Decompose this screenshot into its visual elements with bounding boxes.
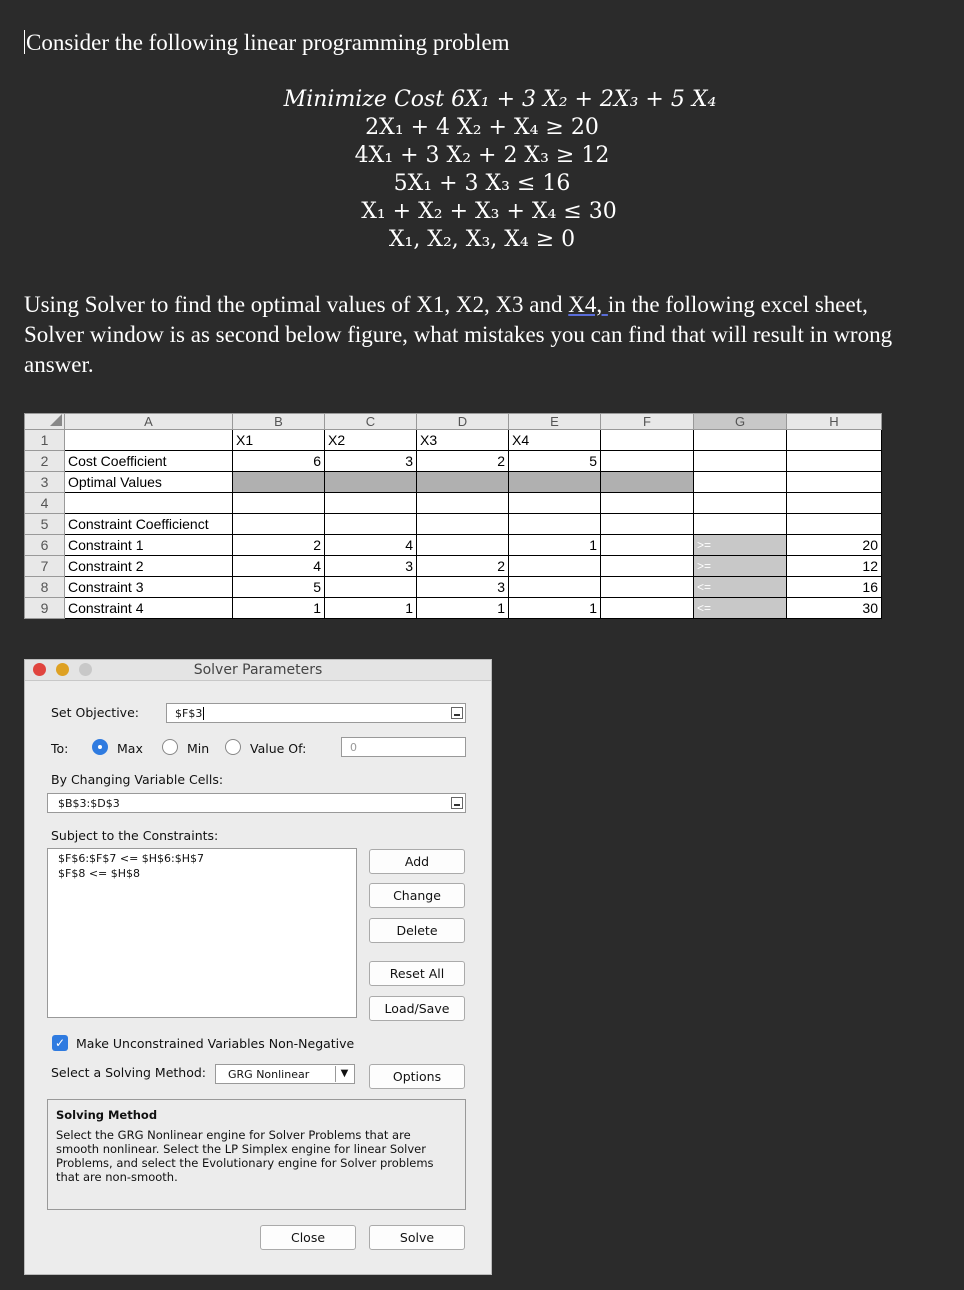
cell-f7[interactable] <box>601 556 694 577</box>
cell-a6[interactable]: Constraint 1 <box>65 535 233 556</box>
delete-button[interactable]: Delete <box>369 918 465 943</box>
info-title: Solving Method <box>56 1108 158 1122</box>
col-header-g[interactable]: G <box>694 414 787 430</box>
cell-h6[interactable]: 20 <box>787 535 882 556</box>
sheet-row <box>25 577 882 598</box>
cell-g2[interactable] <box>694 451 787 472</box>
to-label: To: <box>51 741 69 756</box>
constraint-1: 2X₁ + 4 X₂ + X₄ ≥ 20 <box>365 115 599 140</box>
cell-c8[interactable] <box>325 577 417 598</box>
col-header-c[interactable]: C <box>325 414 417 430</box>
prompt-text: Using Solver to find the optimal values of X1, X2, X3 and <box>24 292 569 317</box>
constraints-label: Subject to the Constraints: <box>51 828 219 843</box>
cell-h8[interactable]: 16 <box>787 577 882 598</box>
row-header[interactable]: 9 <box>25 598 65 619</box>
cell-h3[interactable] <box>787 472 882 493</box>
changing-cells-value: $B$3:$D$3 <box>58 797 120 810</box>
cell-d4[interactable] <box>417 493 509 514</box>
cell-f8[interactable] <box>601 577 694 598</box>
select-all-corner[interactable] <box>25 414 65 430</box>
cell-h7[interactable]: 12 <box>787 556 882 577</box>
cell-h2[interactable] <box>787 451 882 472</box>
cell-b2[interactable]: 6 <box>233 451 325 472</box>
cell-f2[interactable] <box>601 451 694 472</box>
cell-e1[interactable]: X4 <box>509 430 601 451</box>
cell-h1[interactable] <box>787 430 882 451</box>
solving-method-info <box>47 1099 466 1210</box>
row-header[interactable]: 5 <box>25 514 65 535</box>
row-header[interactable]: 8 <box>25 577 65 598</box>
col-header-h[interactable]: H <box>787 414 882 430</box>
cell-a7[interactable]: Constraint 2 <box>65 556 233 577</box>
value-of-label: Value Of: <box>250 741 307 756</box>
col-header-f[interactable]: F <box>601 414 694 430</box>
max-radio[interactable] <box>92 739 108 755</box>
value-of-input[interactable]: 0 <box>341 737 466 757</box>
cell-c2[interactable]: 3 <box>325 451 417 472</box>
cell-d6[interactable] <box>417 535 509 556</box>
sheet-row <box>25 556 882 577</box>
collapse-range-icon[interactable] <box>451 707 463 719</box>
load-save-button[interactable]: Load/Save <box>369 996 465 1021</box>
cell-h4[interactable] <box>787 493 882 514</box>
sheet-row <box>25 514 882 535</box>
sheet-row <box>25 451 882 472</box>
cell-b1[interactable]: X1 <box>233 430 325 451</box>
min-radio[interactable] <box>162 739 178 755</box>
cell-a3[interactable]: Optimal Values <box>65 472 233 493</box>
collapse-range-icon[interactable] <box>451 797 463 809</box>
cell-g1[interactable] <box>694 430 787 451</box>
cell-c9[interactable]: 1 <box>325 598 417 619</box>
col-header-e[interactable]: E <box>509 414 601 430</box>
cell-e8[interactable] <box>509 577 601 598</box>
cell-e5[interactable] <box>509 514 601 535</box>
set-objective-value: $F$3 <box>175 707 203 720</box>
sheet-row <box>25 430 882 451</box>
constraint-4: X₁ + X₂ + X₃ + X₄ ≤ 30 <box>361 199 617 224</box>
objective-function: Minimize Cost 6X₁ + 3 X₂ + 2X₃ + 5 X₄ <box>283 87 717 112</box>
cell-h9[interactable]: 30 <box>787 598 882 619</box>
nonnegative-label: Make Unconstrained Variables Non-Negative <box>76 1036 355 1051</box>
constraint-item[interactable]: $F$8 <= $H$8 <box>58 867 141 880</box>
change-button[interactable]: Change <box>369 883 465 908</box>
cell-e2[interactable]: 5 <box>509 451 601 472</box>
cell-g7[interactable]: >= <box>694 556 787 577</box>
cell-d8[interactable]: 3 <box>417 577 509 598</box>
cell-a4[interactable] <box>65 493 233 514</box>
cell-a2[interactable]: Cost Coefficient <box>65 451 233 472</box>
prompt-text: answer. <box>24 352 94 377</box>
cell-c6[interactable]: 4 <box>325 535 417 556</box>
set-objective-label: Set Objective: <box>51 705 139 720</box>
cell-a8[interactable]: Constraint 3 <box>65 577 233 598</box>
cell-a9[interactable]: Constraint 4 <box>65 598 233 619</box>
max-label: Max <box>117 741 143 756</box>
cell-b5[interactable] <box>233 514 325 535</box>
dialog-titlebar <box>25 660 491 681</box>
prompt-text: in the following excel sheet, <box>607 292 868 317</box>
value-of-radio[interactable] <box>225 739 241 755</box>
add-button[interactable]: Add <box>369 849 465 874</box>
cell-h5[interactable] <box>787 514 882 535</box>
cell-e7[interactable] <box>509 556 601 577</box>
cell-f4[interactable] <box>601 493 694 514</box>
cell-e4[interactable] <box>509 493 601 514</box>
cell-f9[interactable] <box>601 598 694 619</box>
col-header-a[interactable]: A <box>65 414 233 430</box>
changing-cells-input[interactable] <box>47 793 466 813</box>
cell-g9[interactable]: <= <box>694 598 787 619</box>
cell-c4[interactable] <box>325 493 417 514</box>
cell-b9[interactable]: 1 <box>233 598 325 619</box>
col-header-b[interactable]: B <box>233 414 325 430</box>
cell-c7[interactable]: 3 <box>325 556 417 577</box>
cell-e3[interactable] <box>509 472 601 493</box>
question-title-text: Consider the following linear programming problem <box>26 30 510 55</box>
cell-f5[interactable] <box>601 514 694 535</box>
cell-g8[interactable]: <= <box>694 577 787 598</box>
cell-d7[interactable]: 2 <box>417 556 509 577</box>
cell-d2[interactable]: 2 <box>417 451 509 472</box>
sheet-row <box>25 493 882 514</box>
prompt-underlined: X4, <box>568 292 608 317</box>
min-label: Min <box>187 741 210 756</box>
nonnegativity-constraint: X₁, X₂, X₃, X₄ ≥ 0 <box>388 227 576 252</box>
row-header[interactable]: 4 <box>25 493 65 514</box>
cell-c3[interactable] <box>325 472 417 493</box>
column-header-row <box>25 414 882 430</box>
excel-sheet <box>24 413 881 619</box>
cell-e9[interactable]: 1 <box>509 598 601 619</box>
cell-c5[interactable] <box>325 514 417 535</box>
cell-f6[interactable] <box>601 535 694 556</box>
constraints-list[interactable] <box>47 848 357 1018</box>
sheet-row <box>25 535 882 556</box>
cell-g4[interactable] <box>694 493 787 514</box>
prompt-text: Solver window is as second below figure, what mistakes you can find that will result in wrong <box>24 322 893 347</box>
nonnegative-checkbox[interactable]: ✓ <box>52 1035 68 1051</box>
col-header-d[interactable]: D <box>417 414 509 430</box>
options-button[interactable]: Options <box>369 1064 465 1089</box>
solving-method-select[interactable] <box>215 1064 355 1084</box>
solving-method-label: Select a Solving Method: <box>51 1065 207 1080</box>
cell-d3[interactable] <box>417 472 509 493</box>
cell-g6[interactable]: >= <box>694 535 787 556</box>
select-all-icon <box>50 414 62 426</box>
text-cursor <box>24 30 25 54</box>
cell-f1[interactable] <box>601 430 694 451</box>
cell-a1[interactable] <box>65 430 233 451</box>
constraint-item[interactable]: $F$6:$F$7 <= $H$6:$H$7 <box>58 852 205 865</box>
chevron-down-icon: ▼ <box>335 1066 353 1082</box>
row-header[interactable]: 6 <box>25 535 65 556</box>
info-text: Select the GRG Nonlinear engine for Solver Problems that are smooth nonlinear. Select the LP Simplex engine for linear Solver Problems, and select the Evolutionary engine for Solver problems that are non-smooth. <box>56 1128 434 1184</box>
cell-a5[interactable]: Constraint Coefficienct <box>65 514 233 535</box>
row-header[interactable]: 1 <box>25 430 65 451</box>
cell-e6[interactable]: 1 <box>509 535 601 556</box>
cell-d1[interactable]: X3 <box>417 430 509 451</box>
cell-b3[interactable] <box>233 472 325 493</box>
set-objective-input[interactable] <box>166 703 466 723</box>
solving-method-value: GRG Nonlinear <box>228 1068 310 1081</box>
question-title <box>24 30 510 56</box>
cell-f3[interactable] <box>601 472 694 493</box>
sheet-row <box>25 472 882 493</box>
cell-b4[interactable] <box>233 493 325 514</box>
cell-b7[interactable]: 4 <box>233 556 325 577</box>
cell-g3[interactable] <box>694 472 787 493</box>
cell-b6[interactable]: 2 <box>233 535 325 556</box>
changing-cells-label: By Changing Variable Cells: <box>51 772 224 787</box>
cell-g5[interactable] <box>694 514 787 535</box>
cell-d5[interactable] <box>417 514 509 535</box>
cell-d9[interactable]: 1 <box>417 598 509 619</box>
dialog-title: Solver Parameters <box>193 662 323 678</box>
solve-button[interactable]: Solve <box>369 1225 465 1250</box>
sheet-row <box>25 598 882 619</box>
constraint-3: 5X₁ + 3 X₃ ≤ 16 <box>393 171 571 196</box>
lp-formulation <box>0 86 964 254</box>
solver-parameters-dialog <box>24 659 492 1275</box>
row-header[interactable]: 2 <box>25 451 65 472</box>
row-header[interactable]: 7 <box>25 556 65 577</box>
constraint-2: 4X₁ + 3 X₂ + 2 X₃ ≥ 12 <box>354 143 610 168</box>
cell-c1[interactable]: X2 <box>325 430 417 451</box>
cell-b8[interactable]: 5 <box>233 577 325 598</box>
question-prompt <box>24 290 944 380</box>
close-button[interactable]: Close <box>260 1225 356 1250</box>
row-header[interactable]: 3 <box>25 472 65 493</box>
reset-all-button[interactable]: Reset All <box>369 961 465 986</box>
